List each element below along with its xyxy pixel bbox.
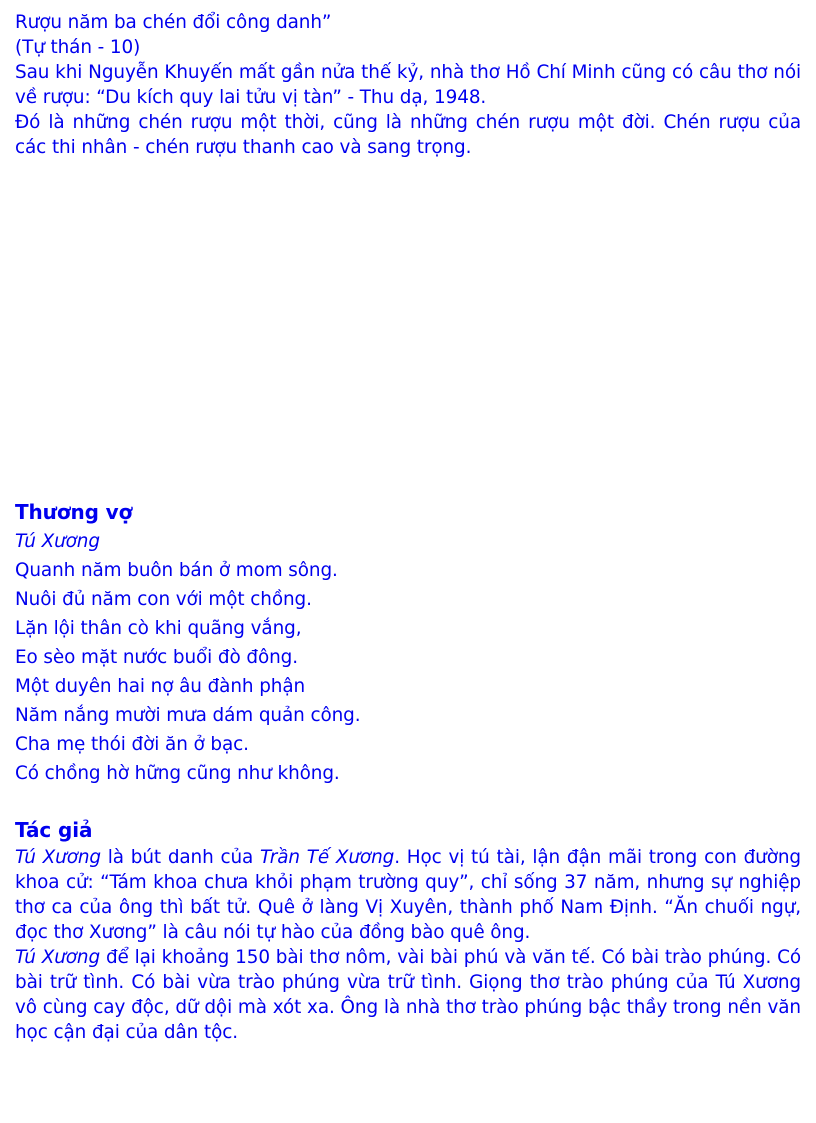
text-span: . Học vị tú tài, lận đận mãi trong con đường khoa cử: “Tám khoa chưa khỏi phạm trường quy”, chỉ sống 37 năm, nhưng sự nghiệp thơ ca của ông thì bất tử. Quê ở làng Vị Xuyên, thành phố Nam Định. “Ăn chuối ngự, đọc thơ Xương” là câu nói tự hào của đồng bào quê ông. xyxy=(15,847,801,943)
poem-title: Thương vợ xyxy=(15,500,133,524)
real-name: Trần Tế Xương xyxy=(260,847,395,868)
poem-body xyxy=(15,556,801,788)
poem-line: Lặn lội thân cò khi quãng vắng, xyxy=(15,618,302,639)
author-paragraph-2 xyxy=(15,945,801,1045)
poem-line: Một duyên hai nợ âu đành phận xyxy=(15,676,306,697)
poem-line: Nuôi đủ năm con với một chồng. xyxy=(15,589,312,610)
document-page xyxy=(15,10,801,1045)
poem-line: Cha mẹ thói đời ăn ở bạc. xyxy=(15,734,249,755)
text-span: là bút danh của xyxy=(100,847,261,868)
poem-line: Quanh năm buôn bán ở mom sông. xyxy=(15,560,338,581)
pen-name: Tú Xương xyxy=(15,847,101,868)
poem-line: Eo sèo mặt nước buổi đò đông. xyxy=(15,647,298,668)
text-span: để lại khoảng 150 bài thơ nôm, vài bài phú và văn tế. Có bài trào phúng. Có bài trữ tình. Có bài vừa trào phúng vừa trữ tình. Giọng thơ trào phúng của Tú Xương vô cùng cay độc, dữ dội mà xót xa. Ông là nhà thơ trào phúng bậc thầy trong nền văn học cận đại của dân tộc. xyxy=(15,947,802,1043)
paragraph-ho-chi-minh: Sau khi Nguyễn Khuyến mất gần nửa thế kỷ, nhà thơ Hồ Chí Minh cũng có câu thơ nói về rượu: “Du kích quy lai tửu vị tàn” - Thu dạ, 1948. xyxy=(15,62,801,108)
poem-author: Tú Xương xyxy=(15,531,100,552)
section-spacer xyxy=(15,788,801,816)
blank-space xyxy=(15,160,801,498)
poem-line: Có chồng hờ hững cũng như không. xyxy=(15,763,340,784)
poem-line: Năm nắng mười mưa dám quản công. xyxy=(15,705,361,726)
pen-name: Tú Xương xyxy=(15,947,101,968)
quote-source: (Tự thán - 10) xyxy=(15,37,141,58)
author-heading: Tác giả xyxy=(15,818,93,842)
paragraph-wine-cups: Đó là những chén rượu một thời, cũng là những chén rượu một đời. Chén rượu của các thi nhân - chén rượu thanh cao và sang trọng. xyxy=(15,112,801,158)
author-paragraph-1 xyxy=(15,845,801,945)
quote-line: Rượu năm ba chén đổi công danh” xyxy=(15,12,332,33)
